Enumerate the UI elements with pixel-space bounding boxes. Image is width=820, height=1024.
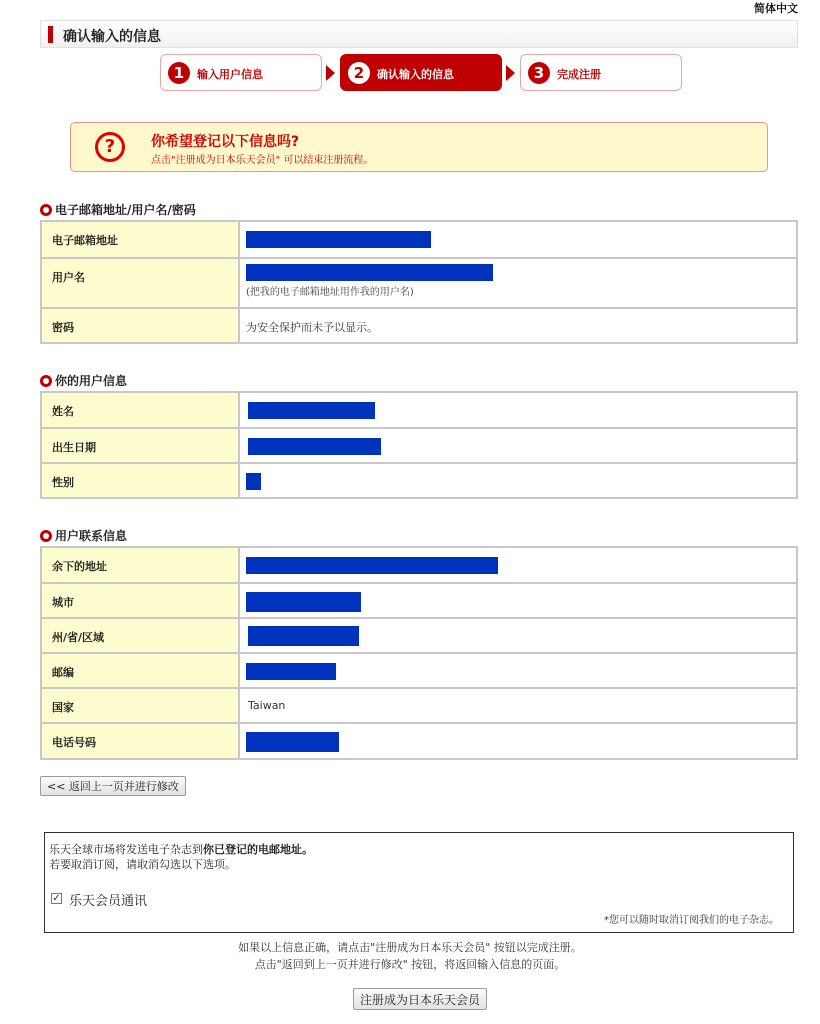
step-3 (520, 54, 682, 91)
label-email: 电子邮箱地址 (41, 221, 239, 258)
redacted-name (248, 402, 375, 419)
table-row (41, 723, 797, 759)
contact-table (40, 546, 798, 760)
username-note: (把我的电子邮箱地址用作我的用户名) (246, 287, 414, 298)
step-arrow-icon (506, 65, 515, 81)
section-bullet-icon (40, 375, 52, 387)
newsletter-line1: 乐天全球市场将发送电子杂志到你已登记的电邮地址。 (49, 843, 313, 856)
step-label-1: 输入用户信息 (197, 68, 263, 81)
password-value: 为安全保护而未予以显示。 (246, 321, 378, 334)
section-bullet-icon (40, 204, 52, 216)
label-password: 密码 (41, 308, 239, 343)
page-title: 确认输入的信息 (63, 29, 161, 45)
registration-steps (160, 54, 682, 92)
label-address: 余下的地址 (41, 547, 239, 583)
table-row (41, 308, 797, 343)
user-info-table (40, 391, 798, 499)
section-title-account: 电子邮箱地址/用户名/密码 (40, 201, 196, 218)
redacted-birthdate (248, 438, 381, 455)
step-1 (160, 54, 322, 91)
redacted-username (246, 264, 493, 281)
page-title-bar (40, 20, 798, 48)
label-birthdate: 出生日期 (41, 428, 239, 463)
section-title-user-info: 你的用户信息 (40, 372, 127, 389)
section-bullet-icon (40, 530, 52, 542)
redacted-state (248, 626, 359, 646)
newsletter-checkbox-label[interactable]: 乐天会员通讯 (69, 894, 148, 909)
label-city: 城市 (41, 583, 239, 618)
step-label-2: 确认输入的信息 (377, 68, 454, 81)
country-value: Taiwan (248, 699, 286, 712)
table-row (41, 258, 797, 308)
question-icon: ? (95, 132, 125, 162)
table-row (41, 547, 797, 583)
confirm-notice (70, 122, 768, 172)
back-button[interactable]: << 返回上一页并进行修改 (40, 776, 186, 796)
label-country: 国家 (41, 688, 239, 723)
notice-text: 点击"注册成为日本乐天会员" 可以结束注册流程。 (151, 155, 374, 166)
step-number-2: 2 (348, 62, 370, 84)
confirm-instruction-1: 如果以上信息正确，请点击"注册成为日本乐天会员" 按钮以完成注册。 (238, 941, 582, 954)
label-name: 姓名 (41, 392, 239, 428)
table-row (41, 428, 797, 463)
step-label-3: 完成注册 (557, 68, 601, 81)
newsletter-box (44, 832, 794, 933)
newsletter-fine-print: *您可以随时取消订阅我们的电子杂志。 (604, 915, 779, 926)
label-state: 州/省/区域 (41, 618, 239, 653)
table-row (41, 392, 797, 428)
title-accent-bar (48, 26, 53, 43)
redacted-postal (246, 663, 336, 680)
table-row (41, 463, 797, 498)
newsletter-line2: 若要取消订阅，请取消勾选以下选项。 (49, 858, 236, 871)
table-row (41, 688, 797, 723)
notice-title: 你希望登记以下信息吗? (151, 134, 300, 150)
redacted-gender (246, 473, 261, 490)
step-arrow-icon (326, 65, 335, 81)
label-gender: 性别 (41, 463, 239, 498)
language-selector[interactable]: 简体中文 (754, 2, 798, 15)
table-row (41, 221, 797, 258)
redacted-city (246, 592, 361, 612)
section-title-contact: 用户联系信息 (40, 527, 127, 544)
redacted-address (246, 557, 498, 574)
redacted-email (246, 231, 431, 248)
step-number-1: 1 (168, 62, 190, 84)
newsletter-checkbox[interactable]: ✓ (52, 893, 61, 904)
account-table (40, 220, 798, 344)
label-postal: 邮编 (41, 653, 239, 688)
confirm-instruction-2: 点击"返回到上一页并进行修改" 按钮，将返回输入信息的页面。 (254, 958, 566, 971)
table-row (41, 583, 797, 618)
table-row (41, 653, 797, 688)
step-2-current (340, 54, 502, 91)
step-number-3: 3 (528, 62, 550, 84)
label-username: 用户名 (41, 258, 239, 308)
table-row (41, 618, 797, 653)
register-submit-button[interactable]: 注册成为日本乐天会员 (353, 988, 487, 1010)
redacted-phone (246, 732, 339, 752)
label-phone: 电话号码 (41, 723, 239, 759)
